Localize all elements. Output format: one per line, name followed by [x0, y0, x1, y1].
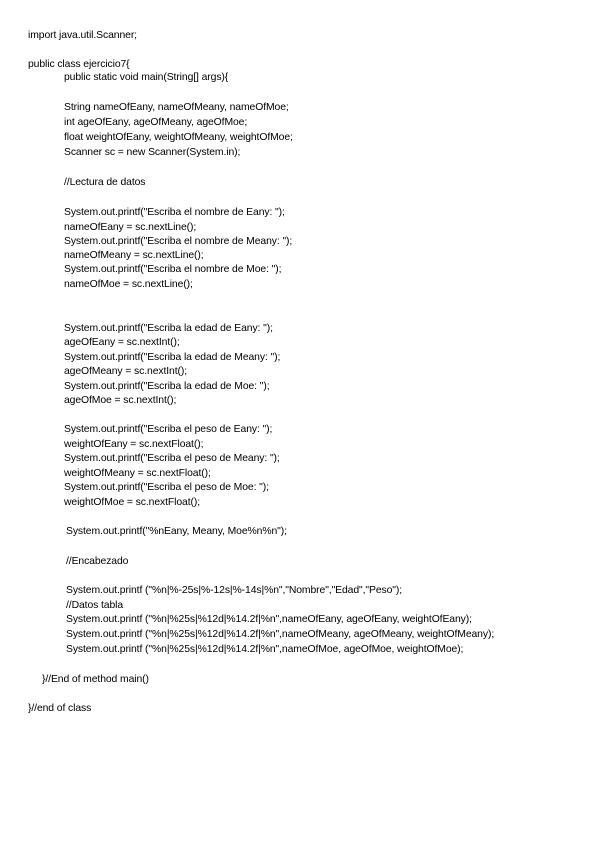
code-line: int ageOfEany, ageOfMeany, ageOfMoe; — [64, 117, 248, 128]
code-line: Scanner sc = new Scanner(System.in); — [64, 147, 241, 158]
code-line: System.out.printf("Escriba la edad de Meany: "); — [64, 352, 281, 363]
code-line: }//End of method main() — [42, 674, 149, 685]
code-line: public class ejercicio7{ — [28, 59, 130, 70]
code-line: ageOfMeany = sc.nextInt(); — [64, 366, 188, 377]
code-line: ageOfEany = sc.nextInt(); — [64, 337, 180, 348]
code-line: weightOfEany = sc.nextFloat(); — [64, 439, 204, 450]
code-line: System.out.printf("%nEany, Meany, Moe%n%n"); — [66, 526, 287, 537]
code-line: ageOfMoe = sc.nextInt(); — [64, 395, 177, 406]
code-line: weightOfMoe = sc.nextFloat(); — [64, 497, 200, 508]
code-line: System.out.printf ("%n|%25s|%12d|%14.2f|%n",nameOfMeany, ageOfMeany, weightOfMeany); — [66, 629, 495, 640]
code-line: System.out.printf ("%n|%25s|%12d|%14.2f|%n",nameOfEany, ageOfEany, weightOfEany); — [66, 614, 472, 625]
code-line: String nameOfEany, nameOfMeany, nameOfMoe; — [64, 102, 289, 113]
code-line: nameOfEany = sc.nextLine(); — [64, 222, 197, 233]
code-line: nameOfMoe = sc.nextLine(); — [64, 279, 193, 290]
code-line: System.out.printf("Escriba el peso de Meany: "); — [64, 453, 280, 464]
code-line: weightOfMeany = sc.nextFloat(); — [64, 468, 211, 479]
code-line: import java.util.Scanner; — [28, 30, 137, 41]
code-line: System.out.printf("Escriba el nombre de Eany: "); — [64, 207, 285, 218]
code-line: System.out.printf ("%n|%-25s|%-12s|%-14s|%n","Nombre","Edad","Peso"); — [66, 585, 403, 596]
code-line: System.out.printf("Escriba el peso de Eany: "); — [64, 424, 273, 435]
code-line: System.out.printf ("%n|%25s|%12d|%14.2f|%n",nameOfMoe, ageOfMoe, weightOfMoe); — [66, 644, 464, 655]
code-line: System.out.printf("Escriba la edad de Moe: "); — [64, 381, 270, 392]
code-line: System.out.printf("Escriba la edad de Eany: "); — [64, 323, 273, 334]
code-line: public static void main(String[] args){ — [64, 72, 229, 83]
code-comment: //Lectura de datos — [64, 177, 146, 188]
code-comment: //Encabezado — [66, 556, 129, 567]
code-line: float weightOfEany, weightOfMeany, weightOfMoe; — [64, 132, 293, 143]
code-line: }//end of class — [28, 703, 92, 714]
code-comment: //Datos tabla — [66, 600, 124, 611]
code-line: System.out.printf("Escriba el nombre de Moe: "); — [64, 264, 282, 275]
code-line: nameOfMeany = sc.nextLine(); — [64, 250, 204, 261]
code-line: System.out.printf("Escriba el nombre de Meany: "); — [64, 236, 293, 247]
code-line: System.out.printf("Escriba el peso de Moe: "); — [64, 482, 269, 493]
